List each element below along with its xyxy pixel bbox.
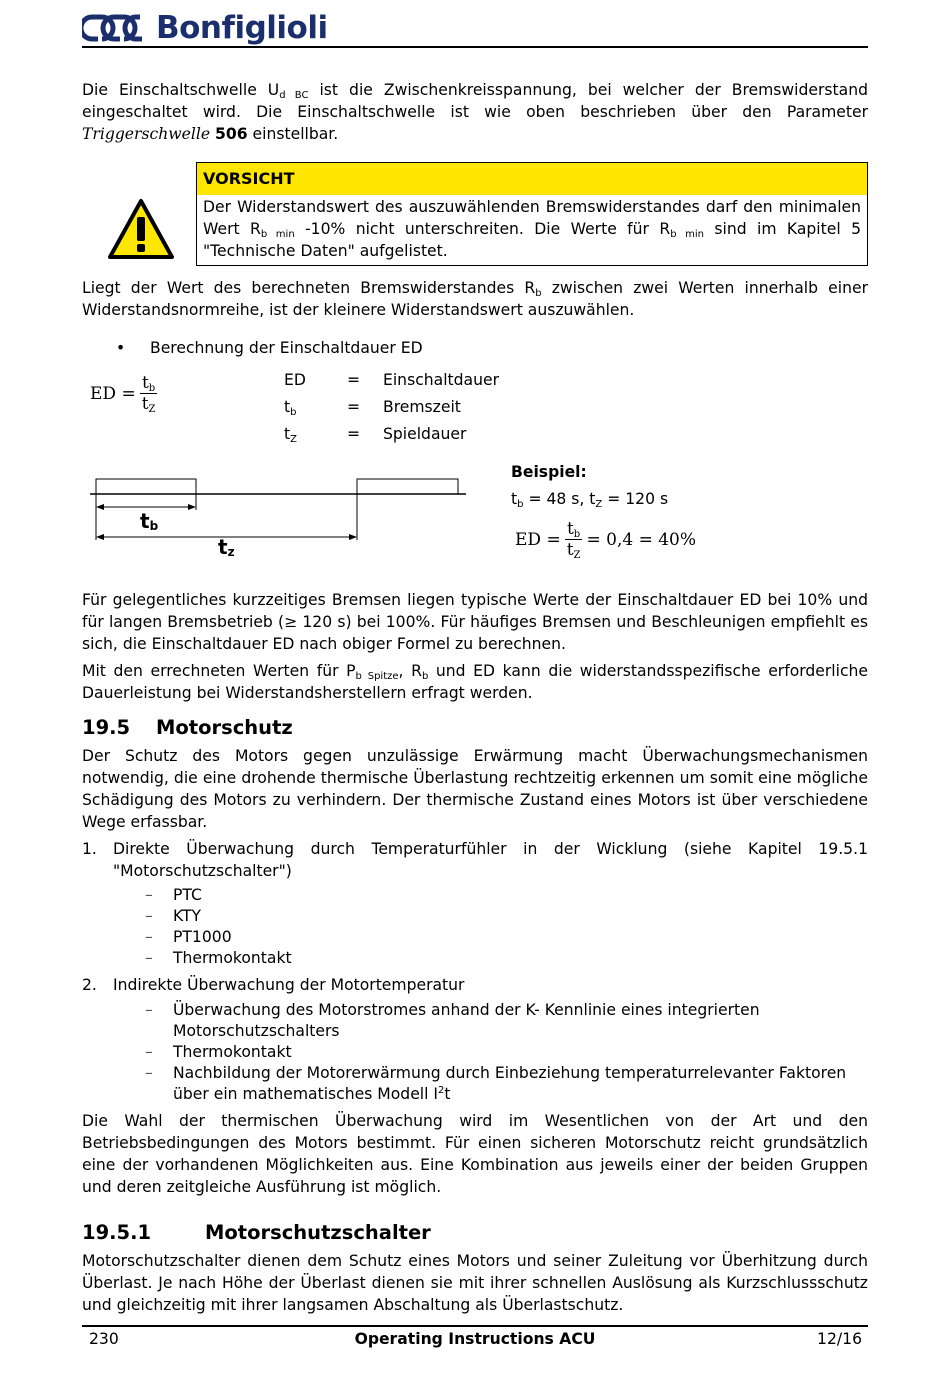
bullet-text: Berechnung der Einschaltdauer ED [150,339,423,357]
footer-date: 12/16 [817,1330,862,1348]
definitions-table [284,366,499,447]
brand-logo [82,8,328,48]
label-tb: tb [140,509,159,533]
bonfiglioli-logo-icon [82,11,150,45]
timing-diagram [86,470,476,565]
warning-box [196,162,868,266]
formula-fraction: $\frac{t_b}{t_Z}$ [141,373,156,415]
list-item: – PTC [145,886,202,904]
header-rule [82,46,868,48]
subsection-heading: 19.5.1 Motorschutzschalter [82,1221,431,1244]
warning-title: VORSICHT [197,163,867,195]
paragraph-typical-values: Für gelegentliches kurzzeitiges Bremsen liegen typische Werte der Einschaltdauer ED bei 10% und für langen Bremsbetrieb (≥ 120 s) bei 100%. Für häufiges Bremsen und Beschleunigen empfiehlt es sich, die Einschaltdauer ED nach obiger Formel zu berechnen. [82,591,869,653]
label-tz: tz [218,535,235,559]
list-item: – Thermokontakt [145,1043,292,1061]
definition-row: ED = Einschaltdauer [284,370,499,389]
page-number: 230 [89,1330,119,1348]
paragraph-intro: Die Einschaltschwelle $U_{d BC}$ ist die Zwischenkreisspannung, bei welcher der Bremswiderstand eingeschaltet wird. Die Einschaltschwelle ist wie oben beschrieben über den Parameter Triggerschwelle 506 einstellbar. [82,81,868,143]
list-item: – Überwachung des Motorstromes anhand der K- Kennlinie eines integrierten Motorschutzschalters [145,1001,760,1040]
bullet-dot: • [116,339,126,357]
paragraph-motor-protection: Der Schutz des Motors gegen unzulässige Erwärmung macht Überwachungsmechanismen notwendig, die eine drohende thermische Überlastung rechtzeitig erkennen um somit eine mögliche Schädigung des Motors zu verhindern. Der thermische Zustand eines Motors ist über verschiedene Wege erfassbar. [82,747,868,831]
paragraph-thermal-monitoring: Die Wahl der thermischen Überwachung wird im Wesentlichen von der Art und den Betriebsbedingungen des Motors bestimmt. Für einen sicheren Motorschutz reicht grundsätzlich eine der vorhandenen Möglichkeiten aus. Eine Kombination aus jeweils einer der beiden Gruppen und deren zeitgleiche Ausführung ist möglich. [82,1112,868,1196]
example-values: $t_b = 48$ s, $t_Z = 120$ s [511,490,669,510]
brand-name: Bonfiglioli [156,10,328,46]
formula-lhs: ED = [90,383,136,404]
footer-title: Operating Instructions ACU [354,1330,596,1348]
definition-row: $t_b$ = Bremszeit [284,397,461,418]
warning-text: Der Widerstandswert des auszuwählenden Bremswiderstandes darf den minimalen Wert $R_{b min}$ -10% nicht unterschreiten. Die Werte für $R_{b min}$ sind im Kapitel 5 "Technische Daten" aufgelistet. [203,198,861,260]
sub-list-1 [145,885,292,969]
formula-ed [90,373,157,414]
paragraph-continuous-power: Mit den errechneten Werten für $P_{b Spitze}$, $R_b$ und ED kann die widerstandsspezifische erforderliche Dauerleistung bei Widerstandsherstellern erfragt werden. [82,662,868,702]
paragraph-motor-protection-switch: Motorschutzschalter dienen dem Schutz eines Motors und seiner Zuleitung vor Überhitzung durch Überlast. Je nach Höhe der Überlast dienen sie mit ihrer schnellen Auslösung als Kurzschlussschutz und gleichzeitig mit ihrer langsamen Abschaltung als Überlastschutz. [82,1252,868,1314]
definition-row: $t_Z$ = Spieldauer [284,424,467,445]
sub-list-2 [145,1000,860,1105]
list-item: – Thermokontakt [145,949,292,967]
list-item: – Nachbildung der Motorerwärmung durch Einbeziehung temperaturrelevanter Faktoren über ein mathematisches Modell $I^2t$ [145,1064,847,1103]
numbered-item-2: 2. Indirekte Überwachung der Motortemperatur [82,976,465,994]
section-heading: 19.5 Motorschutz [82,716,293,739]
list-item: – KTY [145,907,202,925]
list-item: – PT1000 [145,928,232,946]
numbered-item-1: 1. Direkte Überwachung durch Temperaturfühler in der Wicklung (siehe Kapitel 19.5.1 "Motorschutzschalter") [82,840,868,880]
example-formula: ED = $\frac{t_b}{t_Z}$ = 0,4 = 40% [515,519,697,561]
footer-rule [82,1325,868,1327]
warning-triangle-icon [107,198,175,266]
example-title: Beispiel: [511,463,587,481]
paragraph-resistor: Liegt der Wert des berechneten Bremswiderstandes $R_b$ zwischen zwei Werten innerhalb einer Widerstandsnormreihe, ist der kleinere Widerstandswert auszuwählen. [82,279,868,319]
